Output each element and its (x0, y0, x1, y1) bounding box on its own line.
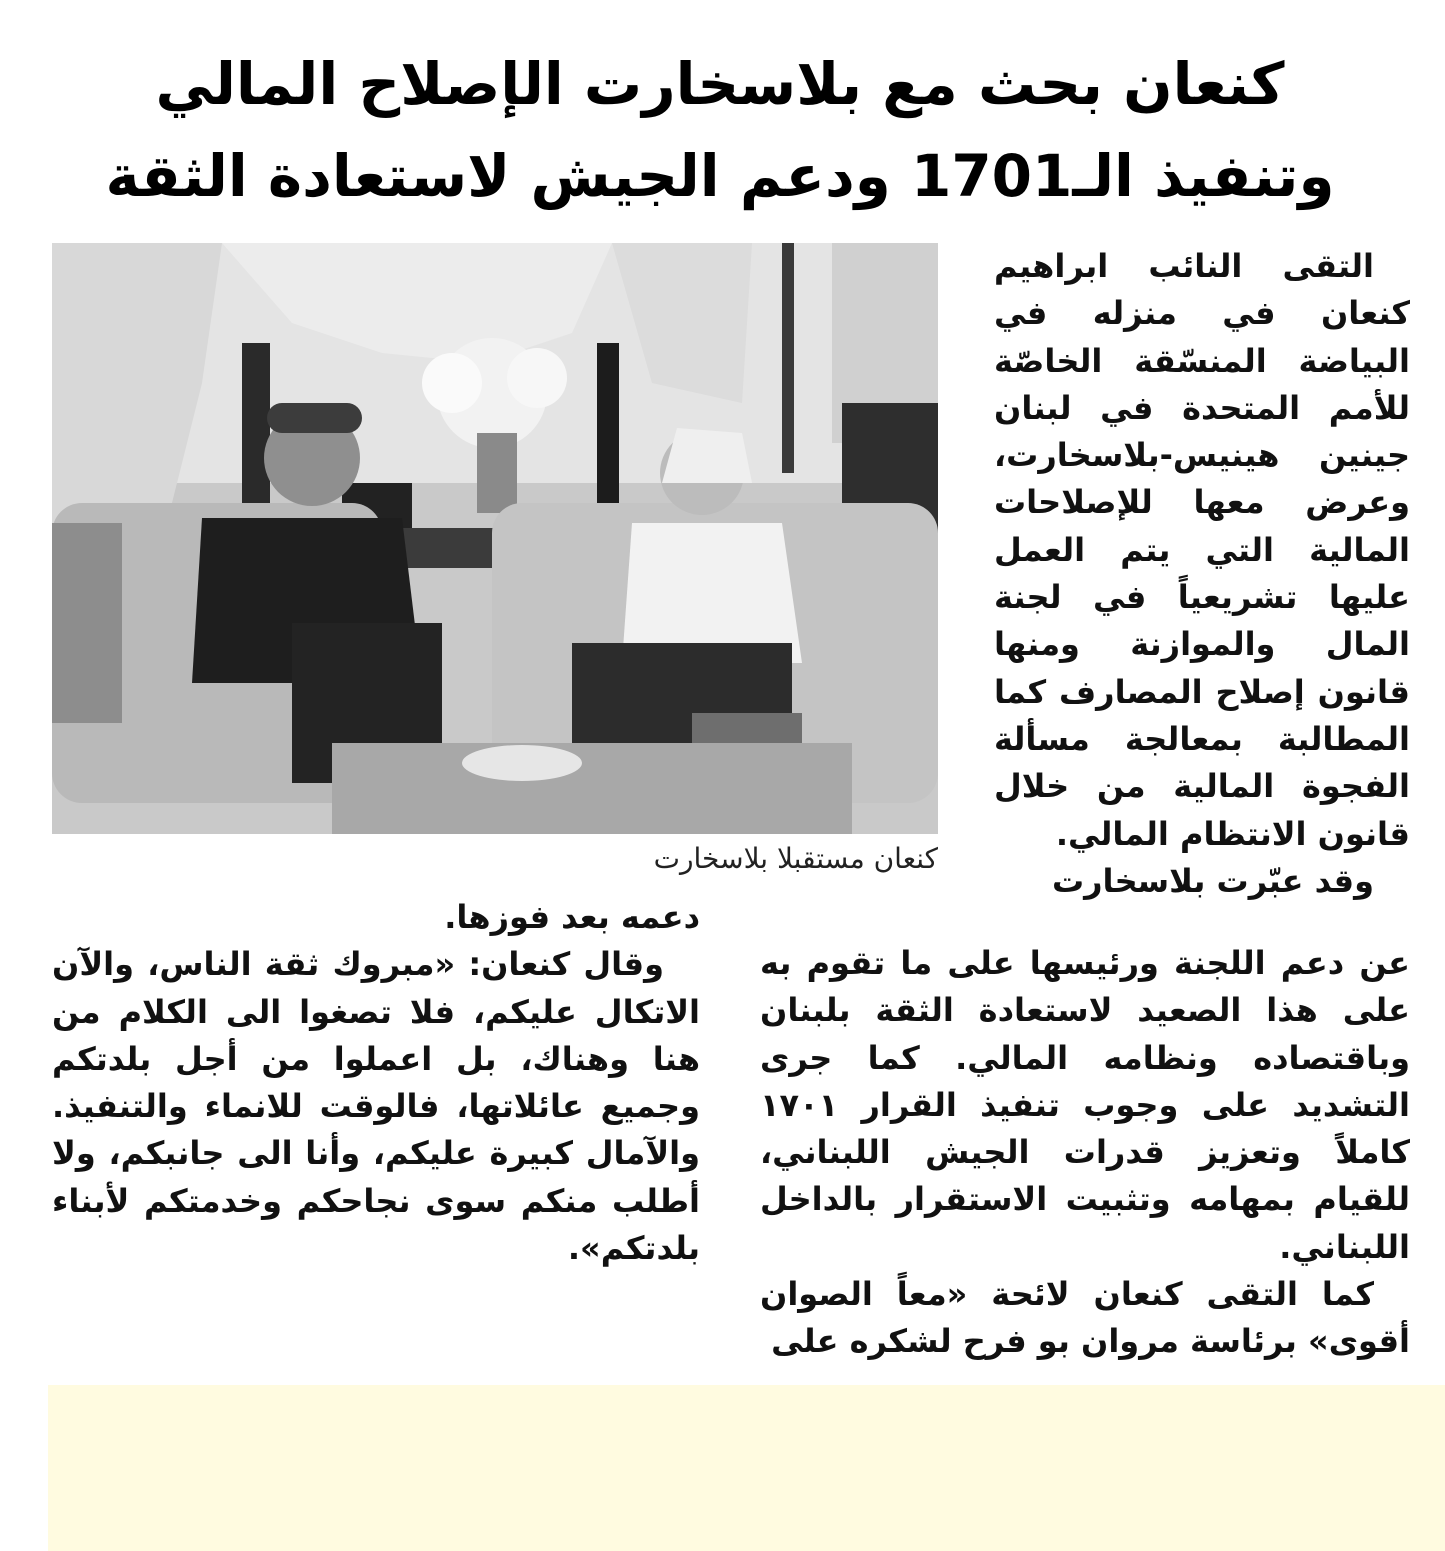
article-photo (52, 243, 938, 834)
article-headline (90, 38, 1350, 222)
article-paragraph: وقال كنعان: «مبروك ثقة الناس، والآن الاتكال عليكم، فلا تصغوا الى الكلام من هنا وهناك، بل اعملوا من أجل بلدتكم وجميع عائلاتها، فالوقت للانماء والتنفيذ. والآمال كبيرة عليكم، وأنا الى جانبكم، ولا أطلب منكم سوى نجاحكم وخدمتكم لأبناء بلدتكم». (52, 945, 700, 1268)
headline-line-1: كنعان بحث مع بلاسخارت الإصلاح المالي (155, 50, 1285, 118)
article-column-left (52, 894, 700, 1272)
highlight-block (48, 1385, 1445, 1551)
headline-line-2: وتنفيذ الـ1701 ودعم الجيش لاستعادة الثقة (105, 142, 1335, 210)
article-column-right (994, 243, 1410, 905)
article-column-middle (760, 940, 1410, 1366)
photo-caption: كنعان مستقبلا بلاسخارت (653, 842, 938, 875)
article-paragraph: التقى النائب ابراهيم كنعان في منزله في البياضة المنسّقة الخاصّة للأمم المتحدة في لبنان جينين هينيس-بلاسخارت، وعرض معها للإصلاحات المالية التي يتم العمل عليها تشريعياً في لجنة المال والموازنة ومنها قانون إصلاح المصارف كما المطالبة بمعالجة مسألة الفجوة المالية من خلال قانون الانتظام المالي. (994, 247, 1410, 853)
article-paragraph: كما التقى كنعان لائحة «معاً الصوان أقوى» برئاسة مروان بو فرح لشكره على (760, 1275, 1410, 1361)
article-paragraph: عن دعم اللجنة ورئيسها على ما تقوم به على هذا الصعيد لاستعادة الثقة بلبنان وباقتصاده ونظامه المالي. كما جرى التشديد على وجوب تنفيذ القرار ١٧٠١ كاملاً وتعزيز قدرات الجيش اللبناني، للقيام بمهامه وتثبيت الاستقرار بالداخل اللبناني. (760, 944, 1410, 1266)
article-paragraph: وقد عبّرت بلاسخارت (1051, 861, 1374, 900)
article-paragraph: دعمه بعد فوزها. (444, 898, 700, 936)
